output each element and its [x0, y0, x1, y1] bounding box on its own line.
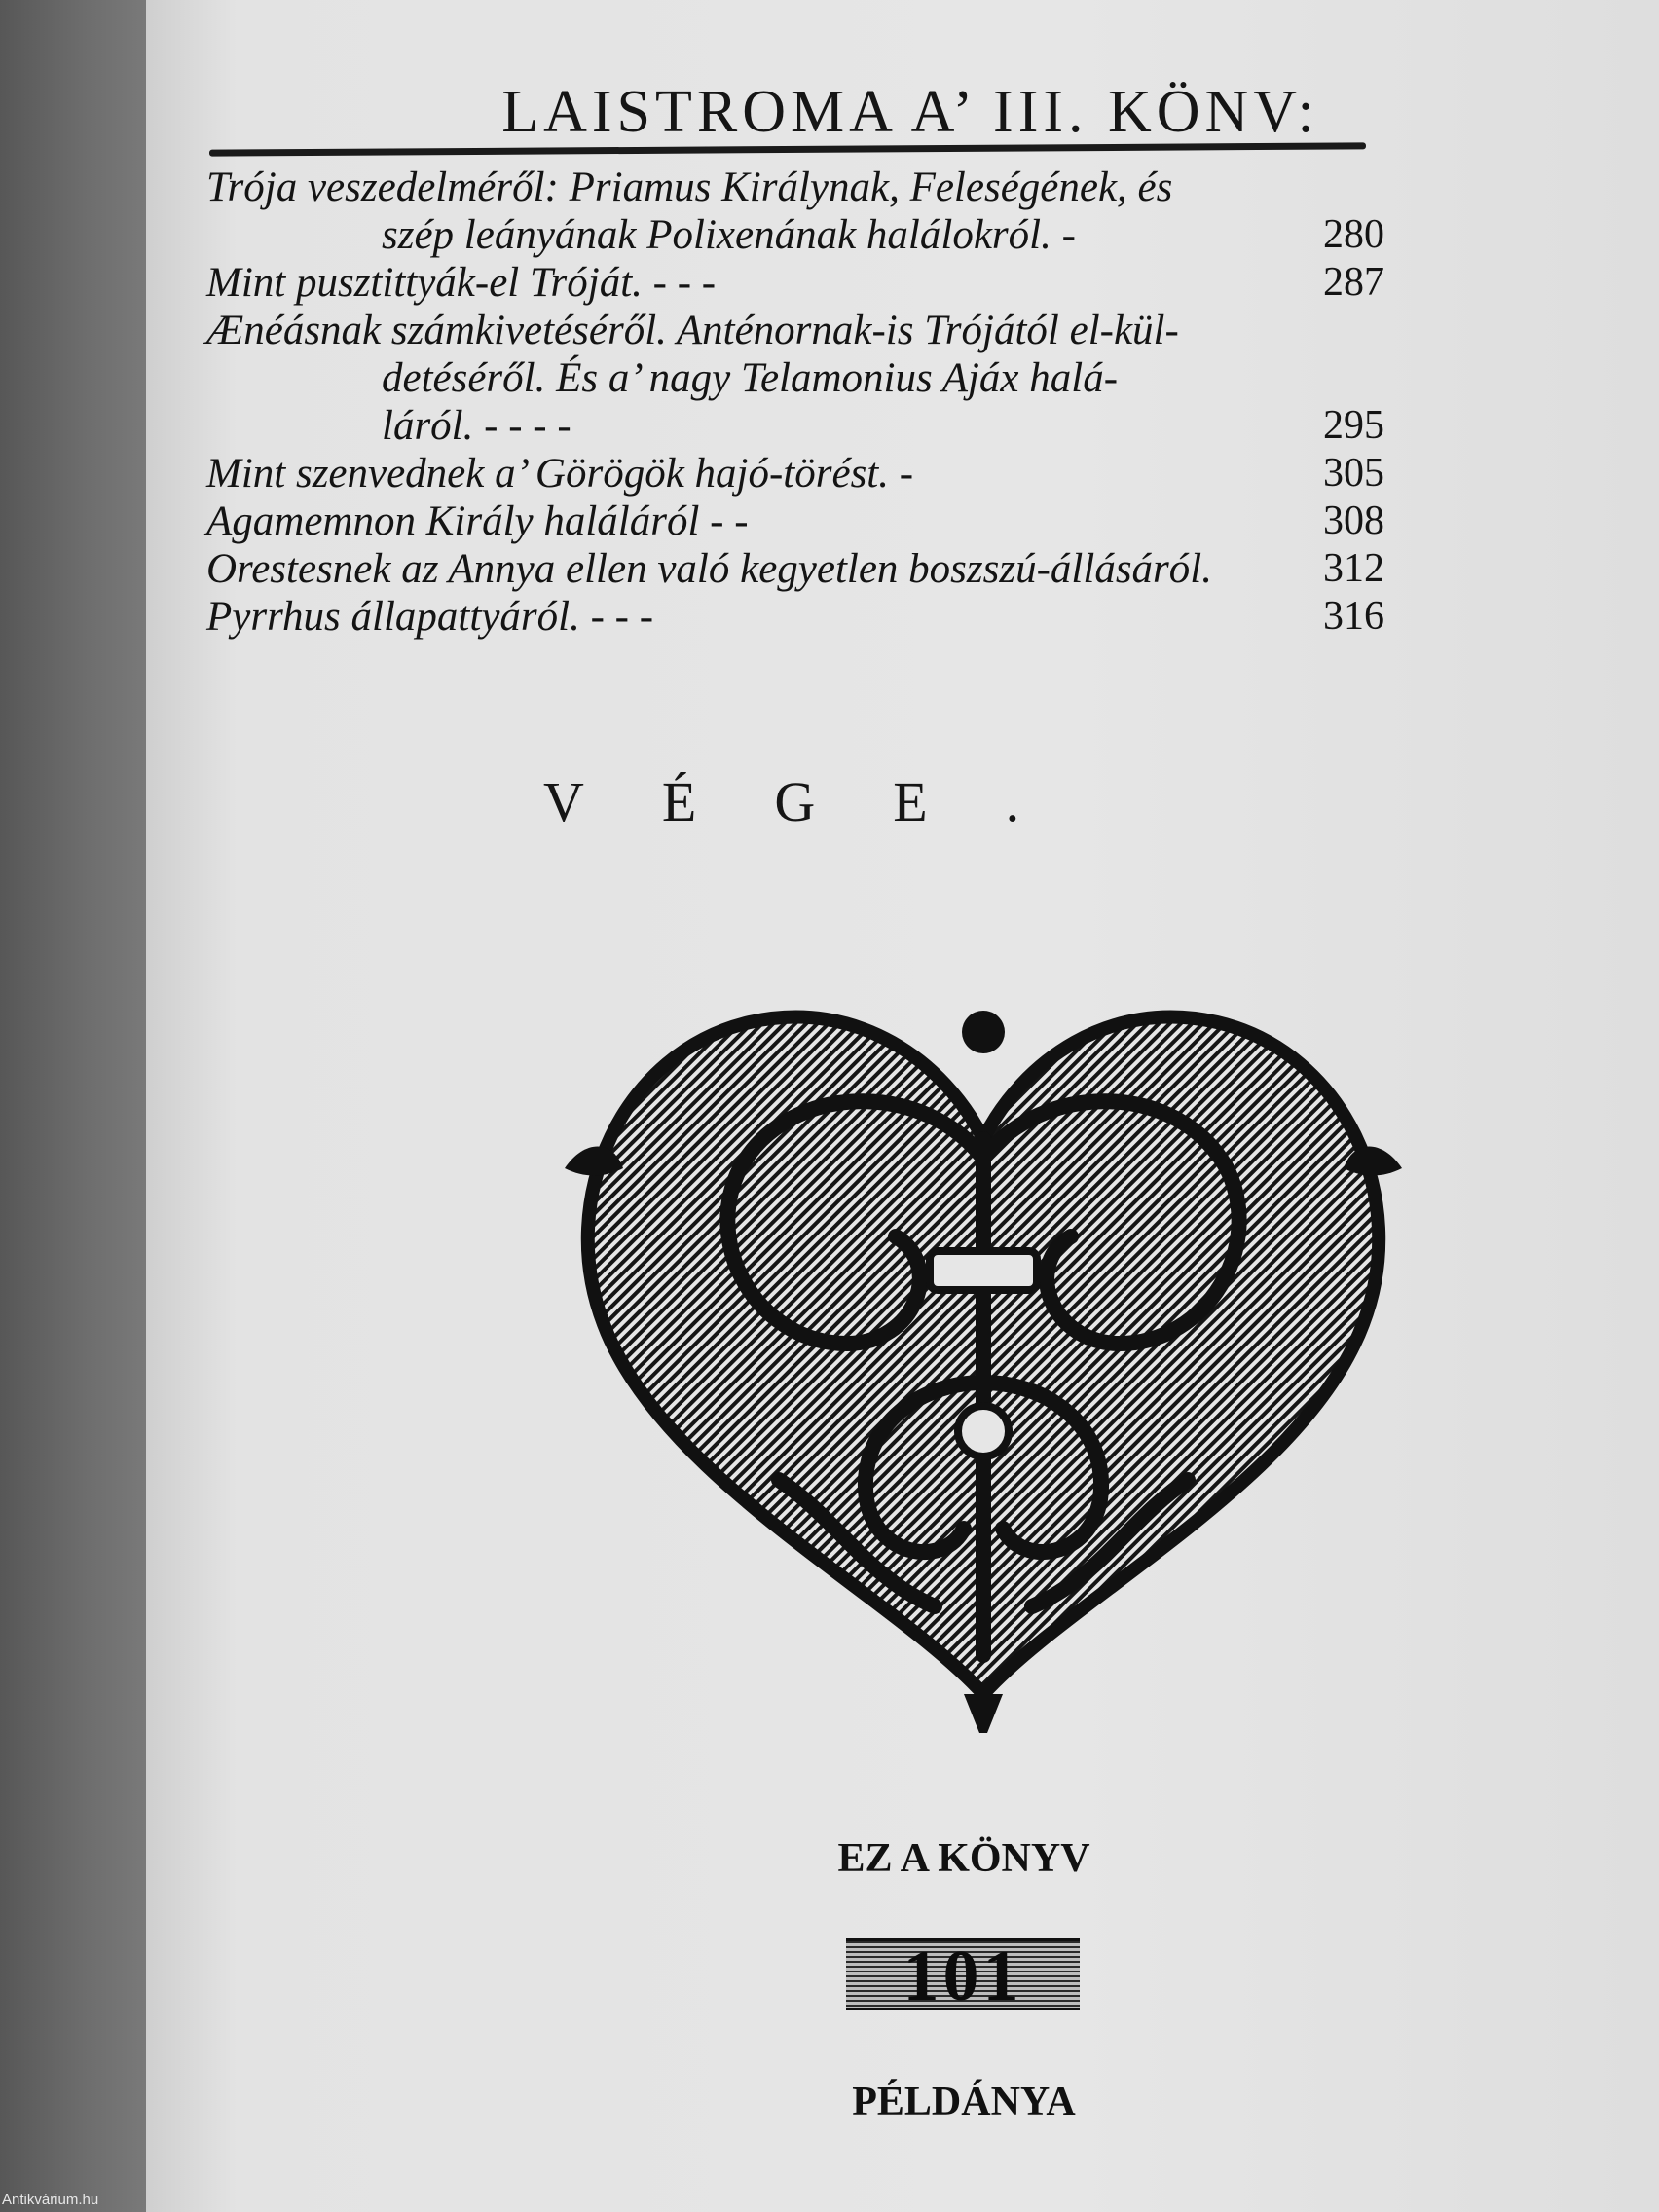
book-spine	[0, 0, 161, 2212]
toc-entry-text: Mint pusztittyák-el Tróját. - - -	[206, 260, 717, 306]
toc-entry	[206, 259, 1384, 307]
toc-entry-text: Mint szenvednek a’ Görögök hajó-törést. -	[206, 451, 914, 497]
watermark: Antikvárium.hu	[2, 2192, 99, 2208]
toc-entry-text: Agamemnon Király haláláról - -	[206, 498, 749, 544]
toc-entry-text: Pyrrhus állapattyáról. - - -	[206, 594, 654, 640]
toc-entry	[206, 164, 1384, 259]
toc-page-number: 312	[1323, 546, 1384, 591]
toc-page-number: 308	[1323, 498, 1384, 543]
toc-entry	[206, 593, 1384, 641]
end-mark: VÉGE.	[543, 770, 1098, 833]
page-title: LAISTROMA A’ III. KÖNV:	[501, 79, 1319, 145]
copy-number: 101	[903, 1936, 1023, 2016]
table-of-contents	[206, 164, 1384, 641]
toc-page-number: 280	[1323, 212, 1384, 257]
copy-number-box	[846, 1936, 1080, 2016]
toc-page-number: 316	[1323, 594, 1384, 639]
toc-entry	[206, 450, 1384, 498]
toc-entry	[206, 307, 1384, 450]
toc-entry-text: szép leányának Polixenának halálokról. -	[382, 212, 1076, 258]
colophon-line1: EZ A KÖNYV	[837, 1836, 1090, 1881]
heart-ornament-icon	[545, 974, 1421, 1733]
toc-entry	[206, 545, 1384, 593]
toc-entry-text: Trója veszedelméről: Priamus Királynak, Feleségének, és	[206, 165, 1173, 210]
toc-entry-text: detéséről. És a’ nagy Telamonius Ajáx halá-	[382, 355, 1119, 401]
toc-page-number: 295	[1323, 403, 1384, 448]
colophon-line2: PÉLDÁNYA	[852, 2080, 1076, 2124]
toc-page-number: 305	[1323, 451, 1384, 496]
toc-entry-text: láról. - - - -	[382, 403, 571, 449]
toc-page-number: 287	[1323, 260, 1384, 305]
toc-entry-text: Ænéásnak számkivetéséről. Anténornak-is Trójától el-kül-	[206, 308, 1179, 353]
toc-entry	[206, 498, 1384, 545]
toc-entry-text: Orestesnek az Annya ellen való kegyetlen boszszú-állásáról.	[206, 546, 1212, 592]
